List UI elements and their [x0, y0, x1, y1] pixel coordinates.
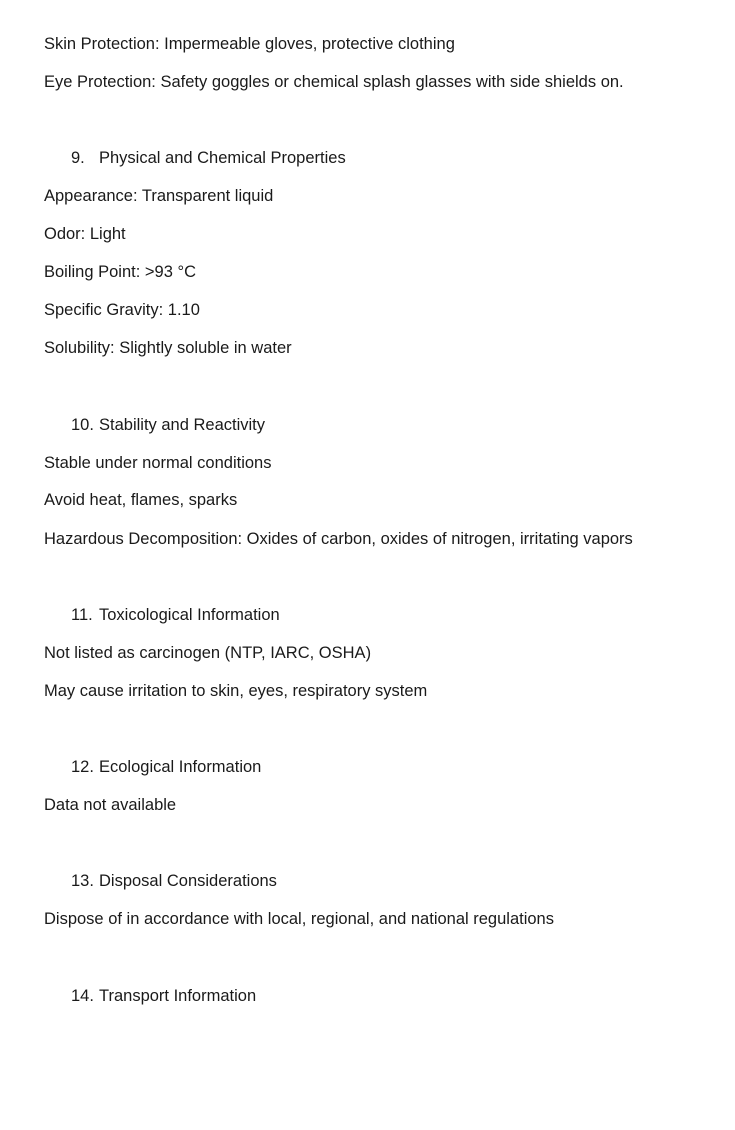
section-12-heading [71, 757, 261, 777]
section-11-title: Toxicological Information [99, 606, 280, 624]
section-10-title: Stability and Reactivity [99, 416, 265, 434]
appearance-line: Appearance: Transparent liquid [44, 187, 274, 205]
eye-protection-line: Eye Protection: Safety goggles or chemical splash glasses with side shields on. [44, 73, 624, 91]
section-12-title: Ecological Information [99, 758, 262, 776]
section-11-heading [71, 605, 280, 625]
section-14-heading [71, 986, 256, 1006]
section-13-heading [71, 871, 277, 891]
solubility-line: Solubility: Slightly soluble in water [44, 339, 292, 357]
section-14-title: Transport Information [99, 987, 257, 1005]
specific-gravity-line: Specific Gravity: 1.10 [44, 301, 200, 319]
section-14-number: 14. [71, 987, 94, 1005]
section-9-heading [71, 148, 346, 168]
section-13-title: Disposal Considerations [99, 872, 277, 890]
carcinogen-line: Not listed as carcinogen (NTP, IARC, OSHA) [44, 644, 372, 662]
stability-line: Stable under normal conditions [44, 454, 272, 472]
section-13-number: 13. [71, 872, 94, 890]
ecological-data-line: Data not available [44, 796, 177, 814]
section-9-title: Physical and Chemical Properties [99, 149, 346, 167]
skin-protection-line: Skin Protection: Impermeable gloves, protective clothing [44, 35, 455, 53]
hazardous-decomposition-line: Hazardous Decomposition: Oxides of carbon, oxides of nitrogen, irritating vapors [44, 530, 633, 548]
section-10-number: 10. [71, 416, 94, 434]
avoid-line: Avoid heat, flames, sparks [44, 491, 238, 509]
odor-line: Odor: Light [44, 225, 126, 243]
section-11-number: 11. [71, 606, 93, 624]
irritation-line: May cause irritation to skin, eyes, respiratory system [44, 682, 428, 700]
section-10-heading [71, 415, 265, 435]
section-9-number: 9. [71, 149, 85, 167]
section-12-number: 12. [71, 758, 94, 776]
boiling-point-line: Boiling Point: >93 °C [44, 263, 196, 281]
disposal-line: Dispose of in accordance with local, regional, and national regulations [44, 910, 554, 928]
